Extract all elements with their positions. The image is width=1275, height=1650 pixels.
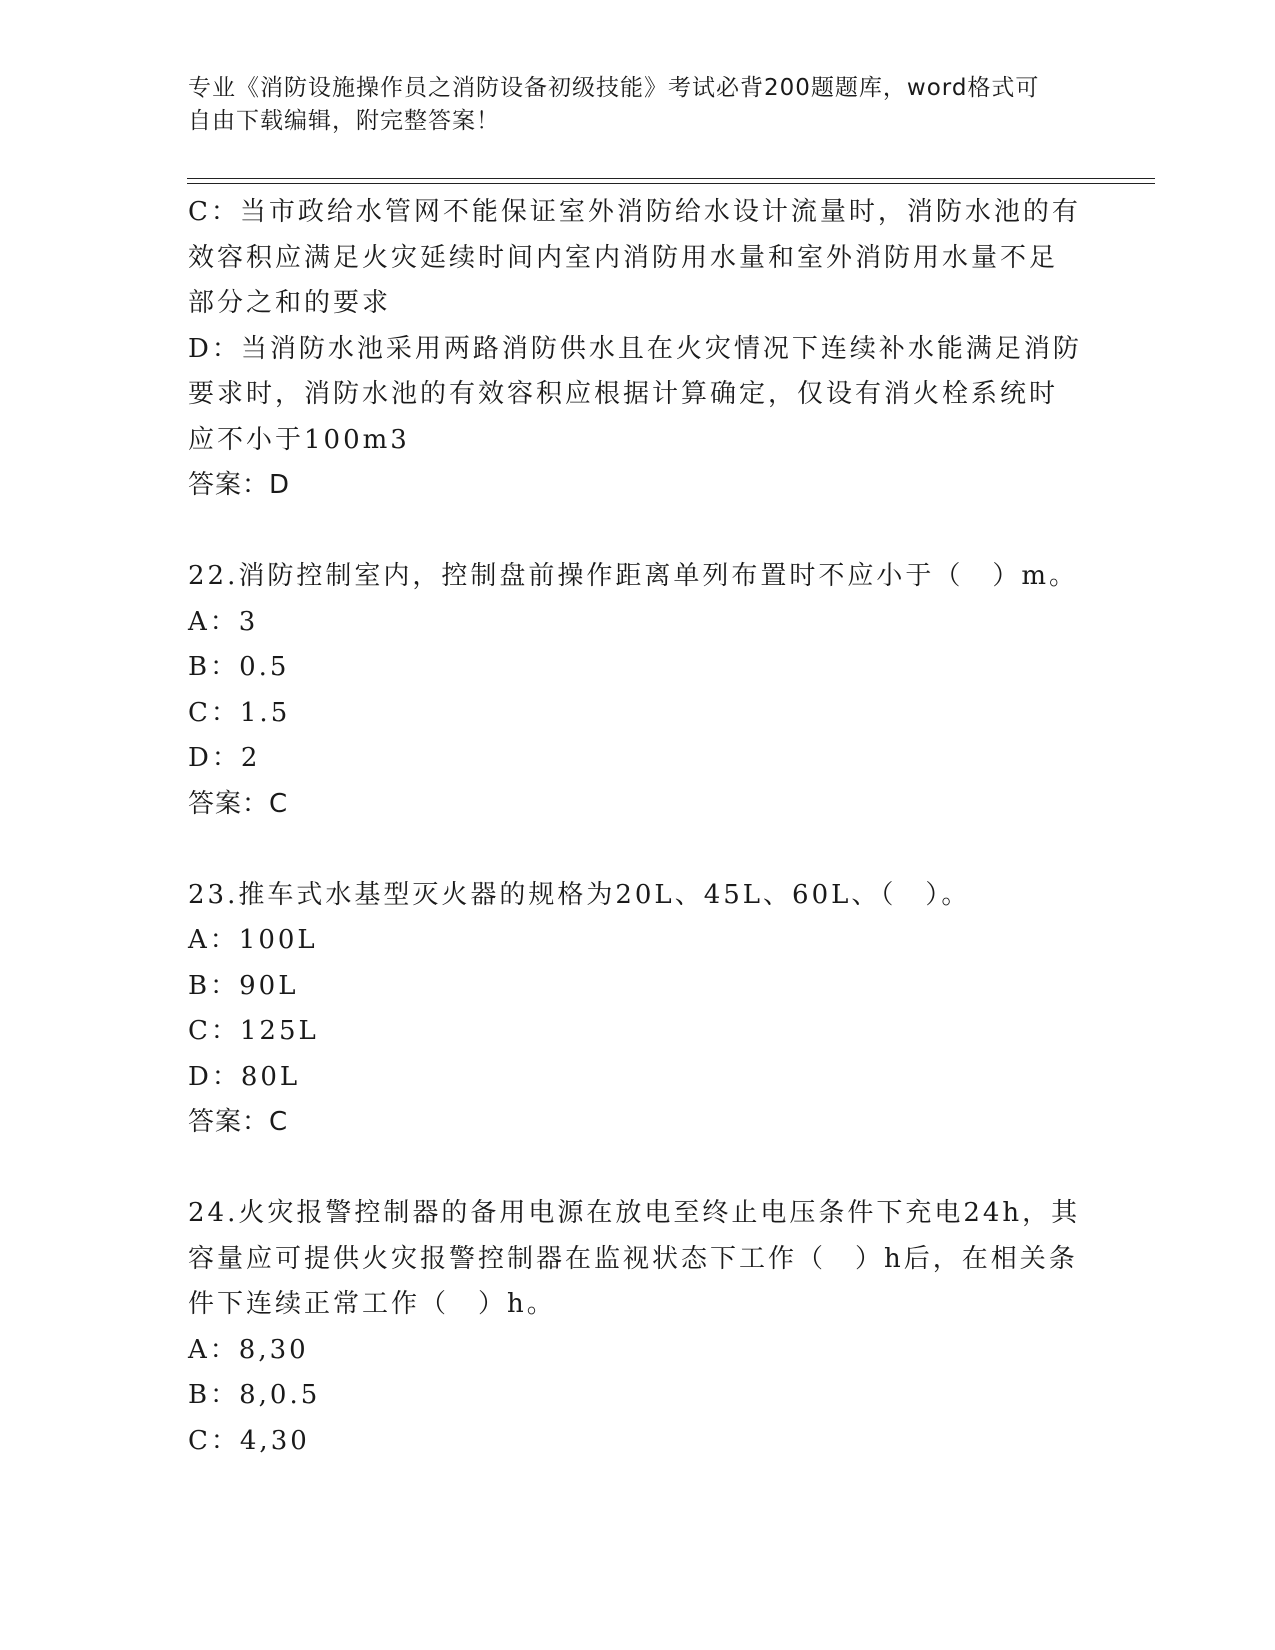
option-d-line-1: D：当消防水池采用两路消防供水且在火灾情况下连续补水能满足消防: [188, 333, 1082, 364]
header-line-1: 专业《消防设施操作员之消防设备初级技能》考试必背200题题库，word格式可: [188, 75, 1040, 101]
answer-21: 答案：D: [188, 470, 291, 500]
page-header: [188, 72, 1068, 138]
question-24-stem-line-1: 24.火灾报警控制器的备用电源在放电至终止电压条件下充电24h，其: [188, 1198, 1081, 1228]
option-c-line-3: 部分之和的要求: [188, 288, 392, 318]
option-c-line-1: C：当市政给水管网不能保证室外消防给水设计流量时，消防水池的有: [188, 197, 1081, 227]
answer-22: 答案：C: [188, 788, 289, 819]
option-d-line-3: 应不小于100m3: [188, 424, 410, 455]
question-23-option-d: D：80L: [188, 1061, 301, 1092]
question-22-option-d: D：2: [188, 743, 261, 773]
question-24-option-c: C：4,30: [188, 1425, 310, 1456]
question-23-option-a: A：100L: [188, 925, 318, 955]
spacer: [188, 1146, 1088, 1192]
question-21-continued: [188, 190, 1088, 509]
question-24-option-a: A：8,30: [188, 1334, 309, 1365]
question-23-stem: 23.推车式水基型灭火器的规格为20L、45L、60L、（ ）。: [188, 879, 971, 910]
option-d-line-2: 要求时，消防水池的有效容积应根据计算确定，仅设有消火栓系统时: [188, 379, 1059, 409]
header-divider-top: [187, 178, 1155, 179]
question-22-stem: 22.消防控制室内，控制盘前操作距离单列布置时不应小于（ ）m。: [188, 561, 1079, 591]
question-23: [188, 873, 1088, 1146]
question-23-option-b: B：90L: [188, 970, 299, 1001]
question-24: [188, 1191, 1088, 1464]
answer-23: 答案：C: [188, 1107, 289, 1137]
spacer: [188, 827, 1088, 873]
question-22: [188, 554, 1088, 827]
header-line-2: 自由下载编辑，附完整答案！: [188, 108, 500, 134]
question-24-stem-line-2: 容量应可提供火灾报警控制器在监视状态下工作（ ）h后，在相关条: [188, 1243, 1078, 1274]
header-divider-bottom: [187, 183, 1155, 184]
question-22-option-a: A：3: [188, 606, 259, 637]
question-23-option-c: C：125L: [188, 1016, 319, 1046]
question-22-option-c: C：1.5: [188, 697, 291, 728]
question-24-stem-line-3: 件下连续正常工作（ ）h。: [188, 1289, 556, 1319]
question-22-option-b: B：0.5: [188, 652, 290, 682]
question-24-option-b: B：8,0.5: [188, 1380, 321, 1410]
document-body: [188, 190, 1088, 1464]
spacer: [188, 509, 1088, 555]
option-c-line-2: 效容积应满足火灾延续时间内室内消防用水量和室外消防用水量不足: [188, 242, 1059, 273]
